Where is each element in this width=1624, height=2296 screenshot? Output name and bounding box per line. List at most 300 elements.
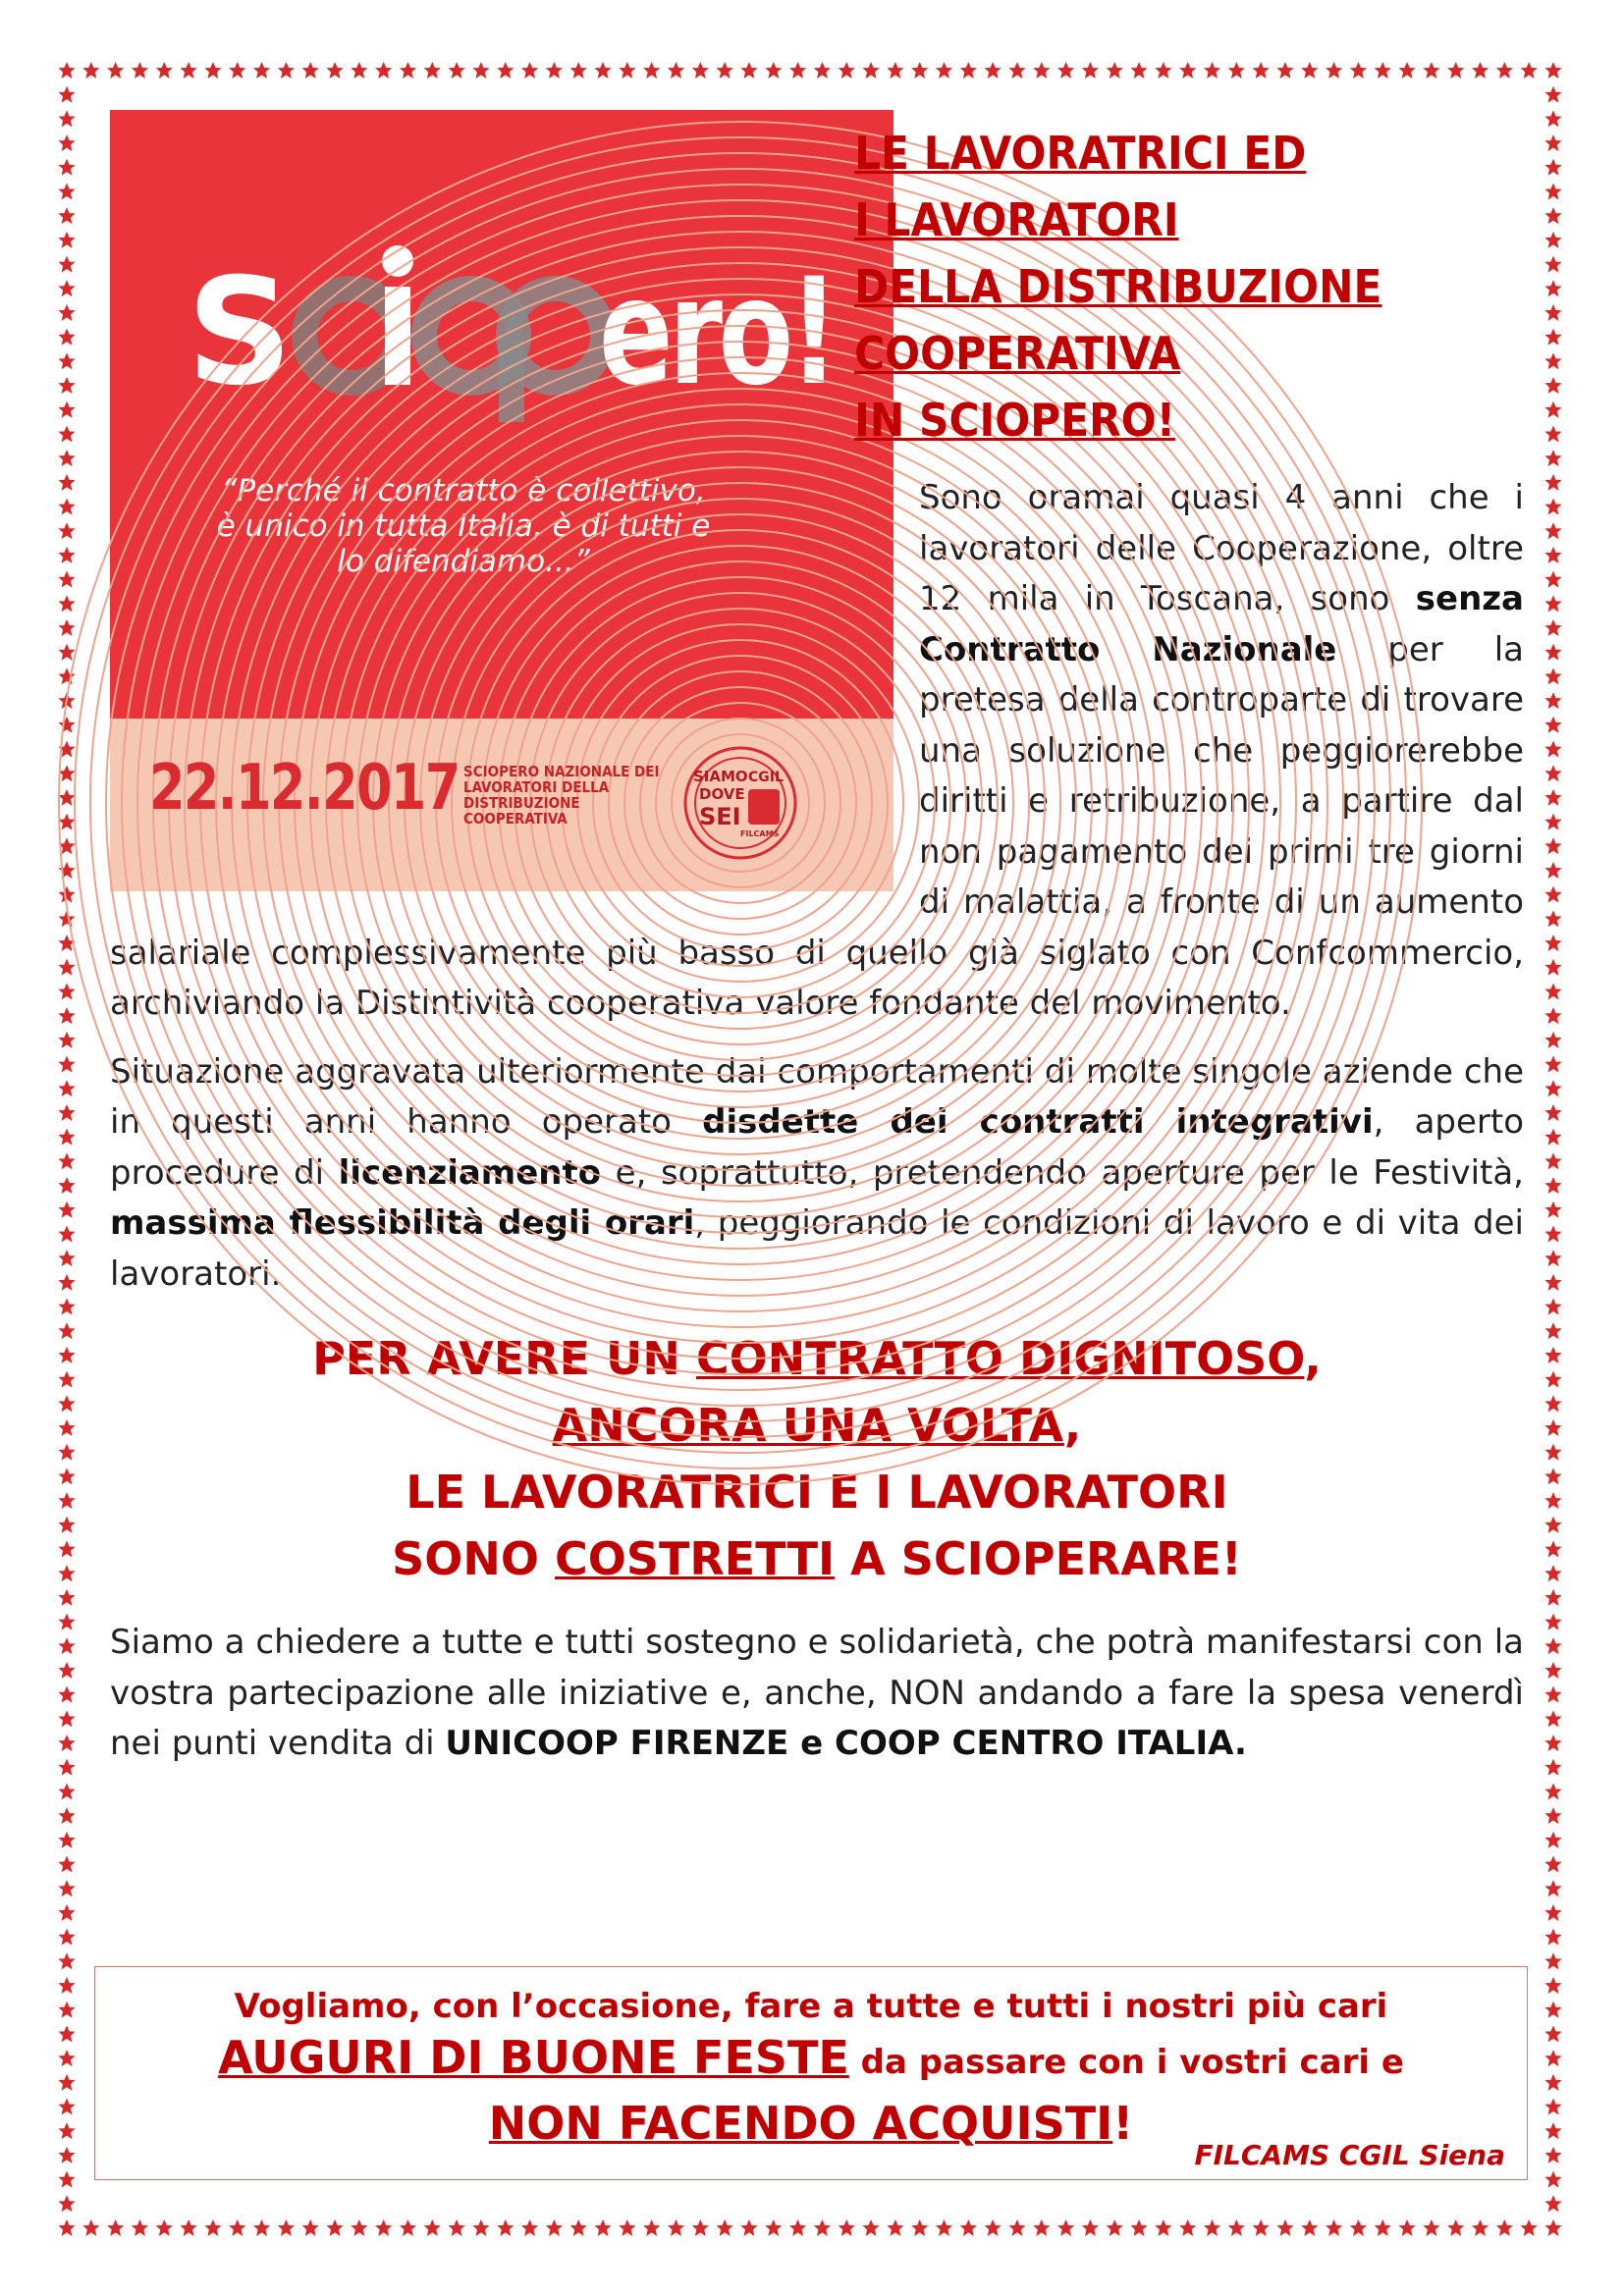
border-star (1544, 207, 1561, 224)
border-star (497, 2219, 514, 2236)
border-star (594, 2219, 611, 2236)
border-star (58, 522, 75, 539)
border-star (911, 62, 928, 79)
border-star (58, 1201, 75, 1218)
border-star (911, 2219, 928, 2236)
border-star (765, 2219, 782, 2236)
border-star (1228, 62, 1245, 79)
border-star (570, 62, 587, 79)
border-star (1544, 2122, 1561, 2139)
border-star (1544, 1565, 1561, 1581)
border-star (1544, 1637, 1561, 1654)
border-star (58, 1540, 75, 1557)
border-star (58, 1468, 75, 1484)
border-star (1544, 256, 1561, 273)
border-star (58, 644, 75, 661)
border-star (1350, 62, 1367, 79)
border-star (58, 232, 75, 248)
border-star (1423, 62, 1439, 79)
border-star (1130, 2219, 1147, 2236)
border-star (1155, 62, 1171, 79)
text-run: e, soprattutto, pretendendo aperture per le Festività, (601, 1152, 1524, 1193)
greeting-highlight: NON FACENDO ACQUISTI (488, 2097, 1113, 2150)
border-star (1204, 62, 1220, 79)
border-star (132, 2219, 148, 2236)
border-star (82, 62, 99, 79)
border-star (692, 62, 709, 79)
text-run: Sono oramai quasi 4 anni che i lavoratori delle Cooperazione, oltre 12 mila in Toscana, sono (919, 478, 1524, 618)
border-star (985, 62, 1001, 79)
border-star (58, 1347, 75, 1363)
border-star (1544, 1977, 1561, 1994)
border-star (58, 983, 75, 999)
border-star (58, 1614, 75, 1630)
border-star (58, 814, 75, 830)
border-star (1544, 1201, 1561, 1218)
border-star (58, 1444, 75, 1461)
border-star (58, 571, 75, 588)
border-star (58, 1977, 75, 1994)
border-star (58, 1856, 75, 1873)
border-star (58, 2171, 75, 2188)
border-star (58, 474, 75, 491)
bold-run: senza Contratto Nazionale (919, 579, 1524, 669)
border-star (351, 62, 367, 79)
border-star (1033, 62, 1050, 79)
border-star (1544, 377, 1561, 394)
border-star (1544, 1395, 1561, 1412)
border-star (1447, 62, 1464, 79)
border-star (1544, 1540, 1561, 1557)
border-star (1544, 1856, 1561, 1873)
border-star (1544, 1152, 1561, 1169)
border-star (58, 1637, 75, 1654)
border-star (1544, 886, 1561, 903)
border-star (58, 1492, 75, 1509)
border-star (1326, 2219, 1342, 2236)
border-star (1521, 2219, 1538, 2236)
border-star (1544, 522, 1561, 539)
border-star (400, 62, 416, 79)
poster-quote: “Perché il contratto è collettivo, è unico in tutta Italia, è di tutti e lo difendiamo...” (216, 473, 711, 579)
border-star (814, 2219, 831, 2236)
border-star (58, 1662, 75, 1679)
border-star (546, 2219, 563, 2236)
border-star (58, 425, 75, 442)
border-star (1544, 1250, 1561, 1266)
underlined-run: ANCORA UNA VOLTA (552, 1399, 1064, 1452)
border-star (1253, 62, 1270, 79)
bold-run: massima flessibilità degli orari (110, 1203, 695, 1243)
border-star (58, 1129, 75, 1146)
border-star (58, 86, 75, 103)
border-star (497, 62, 514, 79)
border-star (1544, 1225, 1561, 1242)
border-star (58, 2219, 75, 2236)
border-star (1544, 425, 1561, 442)
underlined-run: CONTRATTO DIGNITOSO (695, 1332, 1305, 1385)
headline (110, 120, 1411, 454)
border-star (1544, 2219, 1561, 2236)
border-star (1375, 62, 1391, 79)
border-star (472, 2219, 489, 2236)
border-star (717, 62, 733, 79)
text-run: , peggiorando le condizioni di lavoro e di vita dei lavoratori. (110, 1203, 1524, 1294)
border-star (1253, 2219, 1270, 2236)
border-star (1544, 644, 1561, 661)
border-star (229, 62, 245, 79)
border-star (1544, 1686, 1561, 1703)
underlined-run: COSTRETTI (554, 1532, 836, 1585)
border-star (1544, 619, 1561, 636)
border-star (229, 2219, 245, 2236)
border-star (1496, 2219, 1513, 2236)
border-star (58, 595, 75, 612)
border-star (424, 62, 441, 79)
border-star (1544, 1759, 1561, 1776)
bold-run: UNICOOP FIRENZE e COOP CENTRO ITALIA. (445, 1724, 1247, 1763)
border-star (1544, 837, 1561, 854)
text-run: , aperto procedure di (110, 1102, 1525, 1193)
border-star (1544, 2002, 1561, 2018)
border-star (1544, 1710, 1561, 1727)
border-star (1008, 2219, 1025, 2236)
border-star (1472, 2219, 1489, 2236)
border-star (862, 62, 879, 79)
border-star (1544, 183, 1561, 199)
border-star (58, 159, 75, 176)
text-run: SONO (392, 1532, 555, 1585)
border-star (1228, 2219, 1245, 2236)
headline-line: COOPERATIVA (854, 327, 1181, 380)
signature: FILCAMS CGIL Siena (1194, 2139, 1505, 2171)
border-star (375, 2219, 392, 2236)
border-star (1350, 2219, 1367, 2236)
border-star (58, 959, 75, 976)
border-star (58, 789, 75, 806)
border-star (58, 352, 75, 369)
border-star (58, 2147, 75, 2163)
border-star (1544, 1371, 1561, 1388)
border-star (132, 62, 148, 79)
border-star (521, 2219, 538, 2236)
border-star (58, 1686, 75, 1703)
border-star (1544, 1322, 1561, 1339)
border-star (58, 1177, 75, 1194)
logo-s: S (187, 247, 294, 418)
border-star (326, 62, 343, 79)
border-star (58, 1395, 75, 1412)
border-star (546, 62, 563, 79)
border-star (58, 1152, 75, 1169)
border-star (1326, 62, 1342, 79)
border-star (1008, 62, 1025, 79)
border-star (1544, 2147, 1561, 2163)
border-star (1544, 1177, 1561, 1194)
border-star (1398, 2219, 1415, 2236)
strike-date: 22.12.2017 (149, 752, 460, 825)
border-star (594, 62, 611, 79)
text-run: PER AVERE UN (312, 1332, 696, 1385)
border-star (58, 256, 75, 273)
border-star (1276, 2219, 1293, 2236)
border-star (1057, 62, 1074, 79)
border-star (985, 2219, 1001, 2236)
border-star (302, 2219, 319, 2236)
border-star (1276, 62, 1293, 79)
border-star (668, 62, 684, 79)
greeting-highlight: AUGURI DI BUONE FESTE (218, 2031, 849, 2084)
border-star (58, 1371, 75, 1388)
border-star (887, 2219, 903, 2236)
border-star (1544, 692, 1561, 709)
border-star (58, 1419, 75, 1436)
border-star (1544, 1299, 1561, 1315)
border-star (58, 1710, 75, 1727)
border-star (1179, 62, 1196, 79)
border-star (1544, 1129, 1561, 1146)
border-star (1423, 2219, 1439, 2236)
border-star (1544, 499, 1561, 515)
border-star (1544, 1904, 1561, 1921)
border-star (58, 1250, 75, 1266)
headline-line: IN SCIOPERO! (854, 394, 1176, 447)
border-star (58, 2074, 75, 2091)
holiday-greeting-box (94, 1966, 1528, 2180)
border-star (58, 183, 75, 199)
border-star (789, 2219, 806, 2236)
headline-line: I LAVORATORI (854, 193, 1179, 246)
text-run: Siamo a chiedere a tutte e tutti sostegno e solidarietà, che potrà manifestarsi con la vostra partecipazione alle iniziative e, anche, NON andando a fare la spesa venerdì nei punti vendita di (110, 1623, 1524, 1763)
border-star (1544, 2050, 1561, 2066)
border-star (1544, 1589, 1561, 1606)
border-star (278, 2219, 295, 2236)
border-star (521, 62, 538, 79)
border-star (1107, 2219, 1123, 2236)
border-star (58, 1735, 75, 1751)
border-star (1544, 1080, 1561, 1096)
border-star (1544, 1783, 1561, 1799)
border-star (1544, 571, 1561, 588)
border-star (58, 1104, 75, 1121)
border-star (424, 2219, 441, 2236)
border-star (1544, 1444, 1561, 1461)
badge-org1: CGIL (748, 770, 784, 785)
border-star (58, 2099, 75, 2115)
border-star (1375, 2219, 1391, 2236)
border-star (1155, 2219, 1171, 2236)
border-star (58, 401, 75, 418)
border-star (936, 2219, 952, 2236)
border-star (58, 1517, 75, 1533)
border-star (1544, 741, 1561, 758)
border-star (1544, 1347, 1561, 1363)
border-star (58, 2050, 75, 2066)
border-star (1544, 959, 1561, 976)
border-star (58, 207, 75, 224)
paragraph-support (110, 1618, 1524, 1770)
border-star (960, 2219, 977, 2236)
border-star (58, 329, 75, 346)
border-star (253, 62, 270, 79)
border-star (1544, 667, 1561, 684)
border-star (58, 1832, 75, 1848)
border-star (1544, 280, 1561, 296)
border-star (1544, 1419, 1561, 1436)
headline-line: LE LAVORATRICI ED (854, 127, 1307, 180)
text-run: , (1063, 1399, 1082, 1452)
border-star (58, 1080, 75, 1096)
border-star (204, 2219, 221, 2236)
text-run: per la pretesa della controparte di trovare una soluzione che peggiorerebbe diritti e retribuzione, a partire dal non pagamento dei primi tre giorni di malattia, a fronte di un aumento salariale complessivamente più basso di quello già siglato con Confcommercio, archiviando la Distintività cooperativa valore fondante del movimento. (110, 629, 1524, 1023)
border-star (692, 2219, 709, 2236)
greeting-line1: Vogliamo, con l’occasione, fare a tutte e tutti i nostri più cari (234, 1987, 1388, 2026)
border-star (1544, 1952, 1561, 1969)
border-star (278, 62, 295, 79)
border-star (740, 62, 757, 79)
border-star (180, 2219, 196, 2236)
border-star (58, 1783, 75, 1799)
border-star (1301, 62, 1318, 79)
text-run: Situazione aggravata ulteriormente dai comportamenti di molte singole aziende che in questi anni hanno operato (110, 1051, 1524, 1142)
callout-line: LE LAVORATRICI E I LAVORATORI (406, 1466, 1228, 1519)
border-star (1472, 62, 1489, 79)
border-star (1544, 62, 1561, 79)
border-star (1544, 1104, 1561, 1121)
border-star (1179, 2219, 1196, 2236)
border-star (58, 1565, 75, 1581)
border-star (58, 450, 75, 466)
greeting-line2 (95, 2028, 1527, 2092)
poster-subtitle: SCIOPERO NAZIONALE DEI LAVORATORI DELLA DISTRIBUZIONE COOPERATIVA (463, 763, 660, 828)
border-star (107, 62, 124, 79)
cgil-logo (748, 789, 780, 825)
border-star (58, 1904, 75, 1921)
border-star (1544, 232, 1561, 248)
border-star (58, 1952, 75, 1969)
headline-line: DELLA DISTRIBUZIONE (854, 260, 1382, 313)
border-star (351, 2219, 367, 2236)
border-star (1544, 547, 1561, 563)
border-star (58, 1032, 75, 1048)
border-star (58, 134, 75, 151)
border-star (302, 62, 319, 79)
border-star (58, 1322, 75, 1339)
border-star (58, 619, 75, 636)
border-star (1398, 62, 1415, 79)
badge-line1: SIAMO (693, 768, 748, 785)
border-star (58, 547, 75, 563)
border-star (1544, 814, 1561, 830)
border-star (58, 1759, 75, 1776)
border-star (1544, 1880, 1561, 1896)
border-star (839, 62, 855, 79)
border-star (1544, 862, 1561, 879)
border-star (58, 110, 75, 127)
border-star (1544, 717, 1561, 733)
border-star (1544, 910, 1561, 927)
border-star (375, 62, 392, 79)
border-star (58, 304, 75, 321)
border-star (1544, 2195, 1561, 2212)
border-star (960, 62, 977, 79)
border-star (58, 717, 75, 733)
border-star (1544, 2025, 1561, 2042)
border-star (1544, 159, 1561, 176)
border-star (58, 1056, 75, 1073)
border-star (839, 2219, 855, 2236)
border-star (58, 1007, 75, 1024)
border-star (58, 1880, 75, 1896)
border-star (58, 1807, 75, 1824)
border-star (58, 910, 75, 927)
border-star (936, 62, 952, 79)
border-star (58, 2122, 75, 2139)
border-star (1544, 401, 1561, 418)
callout-line (110, 1325, 1524, 1392)
border-star (58, 1589, 75, 1606)
border-star (619, 62, 635, 79)
border-star (643, 2219, 660, 2236)
callout-line (110, 1525, 1524, 1592)
border-star (814, 62, 831, 79)
border-star (1544, 1614, 1561, 1630)
border-star (400, 2219, 416, 2236)
border-star (862, 2219, 879, 2236)
bold-run: disdette dei contratti integrativi (702, 1102, 1374, 1142)
border-star (1544, 2099, 1561, 2115)
border-star (58, 2002, 75, 2018)
border-star (180, 62, 196, 79)
badge-line2: DOVE (699, 785, 745, 803)
border-star (58, 765, 75, 781)
border-star (449, 2219, 465, 2236)
text-run: da passare con i vostri cari e (848, 2043, 1404, 2082)
border-star (1544, 789, 1561, 806)
border-star (1544, 474, 1561, 491)
border-star (82, 2219, 99, 2236)
border-star (1544, 765, 1561, 781)
border-star (58, 62, 75, 79)
border-star (1544, 595, 1561, 612)
border-star (58, 1274, 75, 1291)
border-star (1544, 1492, 1561, 1509)
border-star (58, 377, 75, 394)
border-star (1544, 1468, 1561, 1484)
border-star (1544, 1517, 1561, 1533)
text-run: , (1304, 1332, 1322, 1385)
border-star (1544, 2171, 1561, 2188)
border-star (1544, 1807, 1561, 1824)
logo-rest: ero! (599, 247, 835, 418)
border-star (1544, 110, 1561, 127)
border-star (1496, 62, 1513, 79)
border-star (1544, 2074, 1561, 2091)
border-star (570, 2219, 587, 2236)
border-star (1447, 2219, 1464, 2236)
bold-run: licenziamento (338, 1152, 602, 1193)
border-star (1544, 1662, 1561, 1679)
border-star (1544, 1274, 1561, 1291)
border-star (253, 2219, 270, 2236)
border-star (1544, 934, 1561, 951)
border-star (58, 499, 75, 515)
border-star (58, 1299, 75, 1315)
badge-org2: FILCAMS (740, 829, 780, 838)
text-run: ! (1112, 2097, 1134, 2150)
border-star (1544, 1007, 1561, 1024)
border-star (58, 2025, 75, 2042)
